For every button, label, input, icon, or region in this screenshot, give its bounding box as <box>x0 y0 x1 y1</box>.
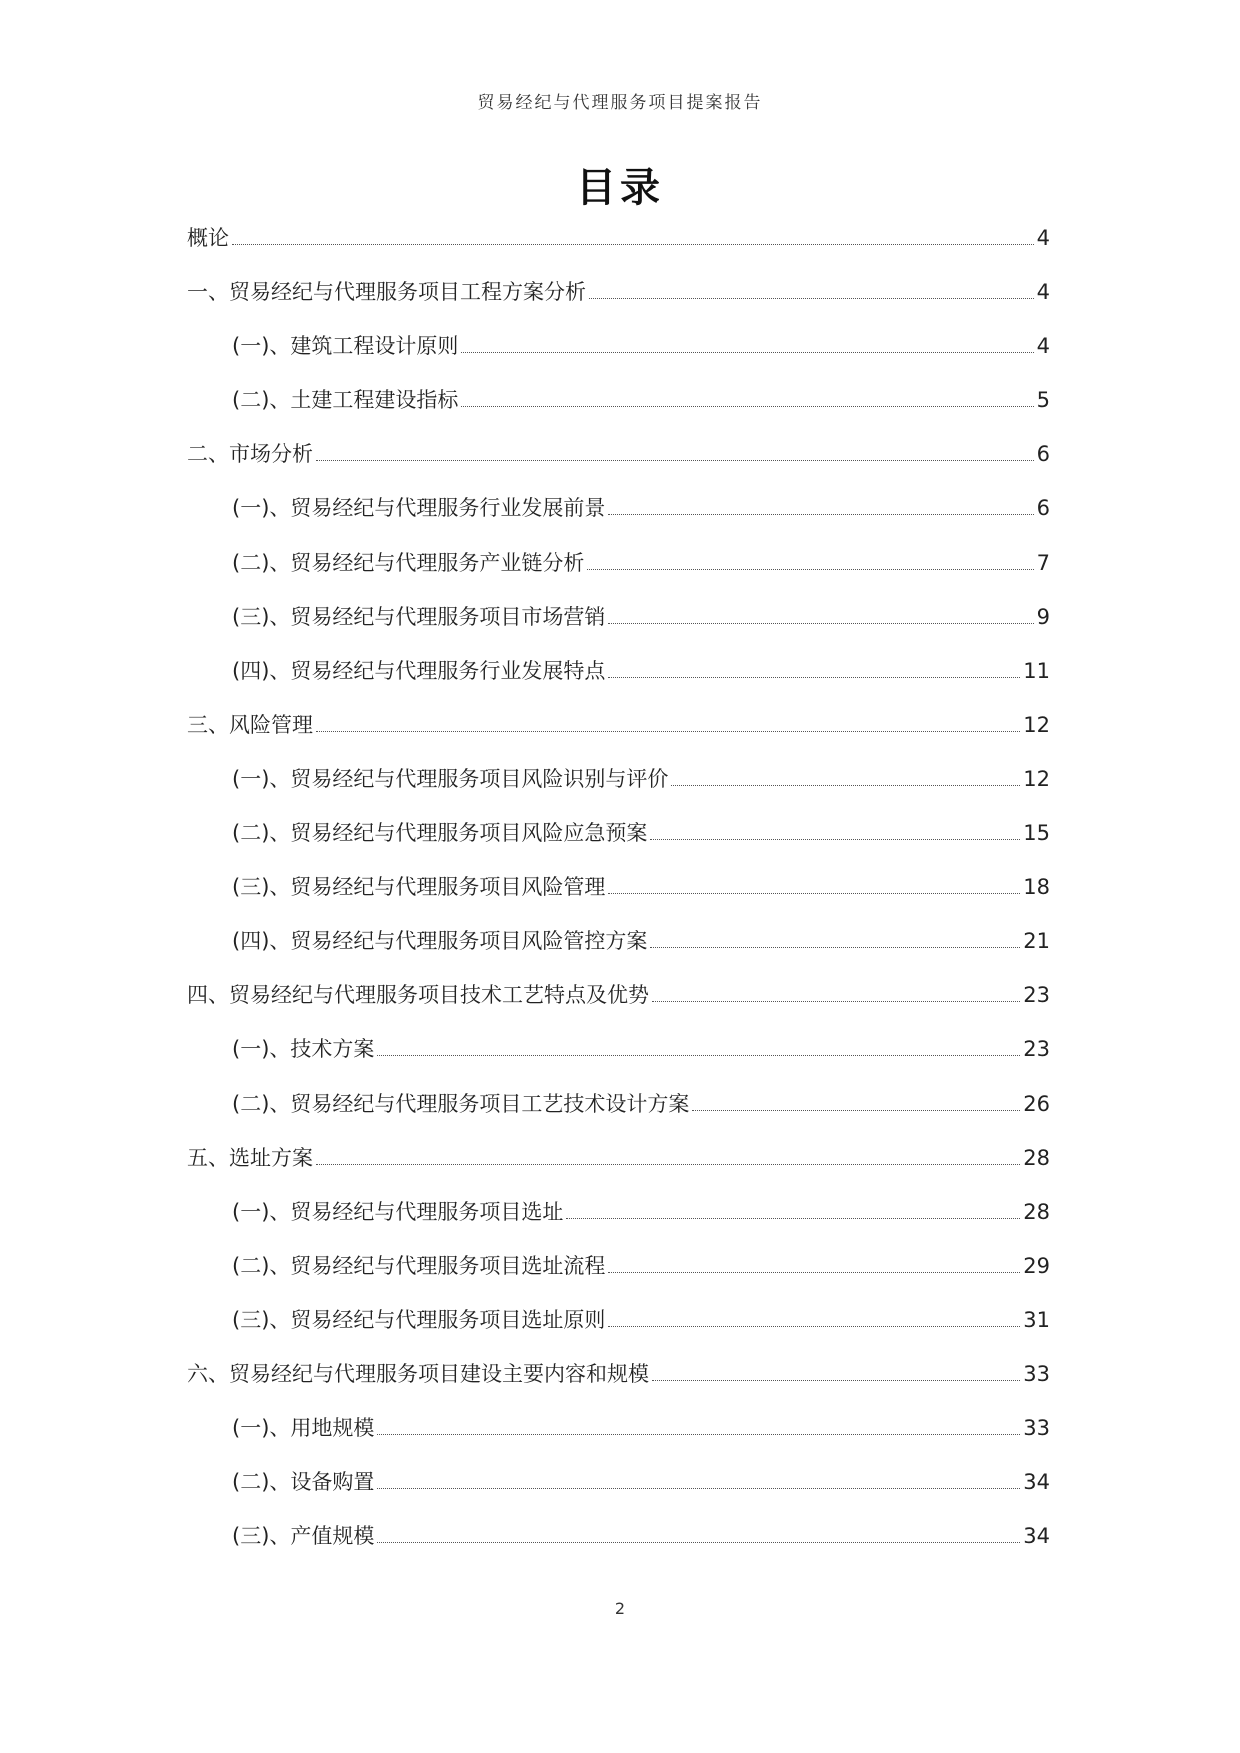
toc-entry-label: (二)、贸易经纪与代理服务项目选址流程 <box>232 1253 606 1278</box>
toc-entry[interactable] <box>187 411 1050 465</box>
toc-entry[interactable] <box>187 357 1050 411</box>
toc-entry[interactable] <box>187 1060 1050 1114</box>
toc-entry[interactable] <box>187 898 1050 952</box>
toc-entry-page: 29 <box>1023 1253 1050 1278</box>
dot-leader <box>652 1380 1020 1381</box>
toc-entry-label: (一)、贸易经纪与代理服务行业发展前景 <box>232 496 606 521</box>
dot-leader <box>650 947 1020 948</box>
dot-leader <box>650 839 1020 840</box>
toc-entry[interactable] <box>187 519 1050 573</box>
toc-entry-label: 六、贸易经纪与代理服务项目建设主要内容和规模 <box>187 1361 649 1386</box>
toc-entry-label: (二)、土建工程建设指标 <box>232 388 459 413</box>
dot-leader <box>608 893 1020 894</box>
toc-entry-page: 23 <box>1023 983 1050 1008</box>
toc-entry-label: (二)、设备购置 <box>232 1470 375 1495</box>
toc-entry-page: 18 <box>1023 875 1050 900</box>
toc-entry-page: 31 <box>1023 1307 1050 1332</box>
toc-entry-page: 11 <box>1023 658 1050 683</box>
toc-entry-label: (一)、贸易经纪与代理服务项目风险识别与评价 <box>232 766 669 791</box>
toc-entry-label: (四)、贸易经纪与代理服务项目风险管控方案 <box>232 929 648 954</box>
toc-entry-label: (一)、用地规模 <box>232 1416 375 1441</box>
dot-leader <box>608 514 1033 515</box>
dot-leader <box>587 569 1033 570</box>
toc-entry-page: 12 <box>1023 712 1050 737</box>
toc-entry-page: 33 <box>1023 1361 1050 1386</box>
toc-entry-page: 12 <box>1023 766 1050 791</box>
toc-entry-label: 概论 <box>187 226 229 250</box>
dot-leader <box>652 1001 1020 1002</box>
toc-entry-page: 28 <box>1023 1145 1050 1170</box>
toc-entry-label: (二)、贸易经纪与代理服务产业链分析 <box>232 550 585 575</box>
toc-entry-label: (四)、贸易经纪与代理服务行业发展特点 <box>232 658 606 683</box>
toc-entry-page: 6 <box>1036 496 1050 521</box>
toc-entry[interactable] <box>187 682 1050 736</box>
running-header: 贸易经纪与代理服务项目提案报告 <box>477 93 763 113</box>
toc-entry-page: 4 <box>1036 280 1050 305</box>
dot-leader <box>608 677 1020 678</box>
toc-entry[interactable] <box>187 1006 1050 1060</box>
toc-entry-page: 28 <box>1023 1199 1050 1224</box>
toc-entry-page: 23 <box>1023 1037 1050 1062</box>
dot-leader <box>671 785 1020 786</box>
toc-entry-page: 15 <box>1023 821 1050 846</box>
toc-title: 目录 <box>576 164 664 211</box>
toc-entry[interactable] <box>187 1115 1050 1169</box>
toc-entry-label: (二)、贸易经纪与代理服务项目工艺技术设计方案 <box>232 1091 690 1116</box>
toc-entry[interactable] <box>187 1223 1050 1277</box>
toc-entry-label: (一)、建筑工程设计原则 <box>232 334 459 359</box>
toc-entry-label: (三)、贸易经纪与代理服务项目风险管理 <box>232 875 606 900</box>
toc-entry-page: 4 <box>1036 334 1050 359</box>
toc-entry-label: (三)、贸易经纪与代理服务项目选址原则 <box>232 1307 606 1332</box>
toc-entry-page: 6 <box>1036 442 1050 467</box>
toc-entry-label: 三、风险管理 <box>187 712 313 737</box>
toc-entry[interactable] <box>187 303 1050 357</box>
toc-entry-label: 四、贸易经纪与代理服务项目技术工艺特点及优势 <box>187 983 649 1008</box>
toc-entry-page: 34 <box>1023 1470 1050 1495</box>
toc-entry[interactable] <box>187 1493 1050 1547</box>
toc-entry-label: 五、选址方案 <box>187 1145 313 1170</box>
dot-leader <box>461 406 1033 407</box>
dot-leader <box>316 731 1020 732</box>
toc-entry[interactable] <box>187 249 1050 303</box>
toc-entry-page: 26 <box>1023 1091 1050 1116</box>
toc-entry[interactable] <box>187 1385 1050 1439</box>
toc-entry[interactable] <box>187 1169 1050 1223</box>
toc-entry[interactable] <box>187 223 1050 249</box>
toc-entry-label: (一)、技术方案 <box>232 1037 375 1062</box>
dot-leader <box>377 1488 1020 1489</box>
toc-entry[interactable] <box>187 952 1050 1006</box>
toc-entry-page: 7 <box>1036 550 1050 575</box>
dot-leader <box>589 298 1034 299</box>
dot-leader <box>461 352 1033 353</box>
dot-leader <box>316 1164 1020 1165</box>
toc-entry-label: 一、贸易经纪与代理服务项目工程方案分析 <box>187 280 586 305</box>
toc-entry-label: 二、市场分析 <box>187 442 313 467</box>
toc-entry-label: (二)、贸易经纪与代理服务项目风险应急预案 <box>232 821 648 846</box>
toc-entry-label: (三)、产值规模 <box>232 1524 375 1549</box>
toc-entry-page: 9 <box>1036 604 1050 629</box>
dot-leader <box>608 623 1033 624</box>
page-number: 2 <box>614 1599 626 1618</box>
toc-entry-page: 21 <box>1023 929 1050 954</box>
table-of-contents <box>187 223 1050 1547</box>
dot-leader <box>377 1434 1020 1435</box>
dot-leader <box>316 460 1034 461</box>
toc-entry-page: 33 <box>1023 1416 1050 1441</box>
dot-leader <box>377 1055 1020 1056</box>
toc-entry[interactable] <box>187 844 1050 898</box>
toc-entry-label: (一)、贸易经纪与代理服务项目选址 <box>232 1199 564 1224</box>
toc-entry[interactable] <box>187 736 1050 790</box>
toc-entry[interactable] <box>187 465 1050 519</box>
toc-entry[interactable] <box>187 790 1050 844</box>
toc-entry-page: 4 <box>1036 226 1050 250</box>
toc-entry[interactable] <box>187 1439 1050 1493</box>
toc-entry-page: 5 <box>1036 388 1050 413</box>
dot-leader <box>377 1542 1020 1543</box>
toc-entry[interactable] <box>187 574 1050 628</box>
toc-entry[interactable] <box>187 628 1050 682</box>
toc-entry-label: (三)、贸易经纪与代理服务项目市场营销 <box>232 604 606 629</box>
dot-leader <box>608 1272 1020 1273</box>
toc-entry[interactable] <box>187 1331 1050 1385</box>
toc-entry-page: 34 <box>1023 1524 1050 1549</box>
dot-leader <box>608 1326 1020 1327</box>
dot-leader <box>566 1218 1020 1219</box>
dot-leader <box>692 1110 1020 1111</box>
toc-entry[interactable] <box>187 1277 1050 1331</box>
dot-leader <box>232 244 1034 245</box>
